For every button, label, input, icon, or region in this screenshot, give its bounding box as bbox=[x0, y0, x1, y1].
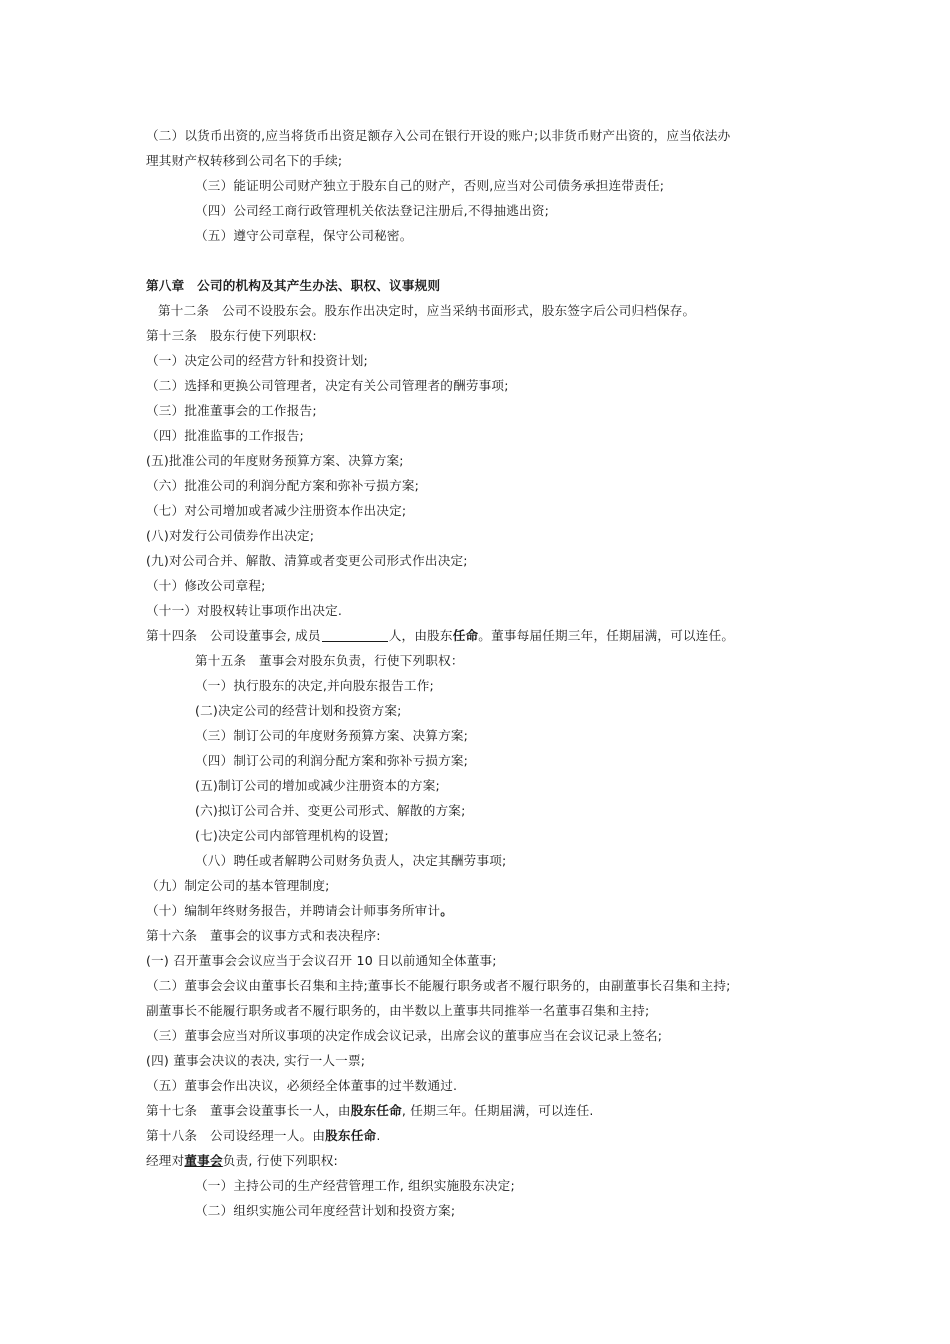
list-item: (七)决定公司内部管理机构的设置; bbox=[195, 828, 389, 843]
article-17-text: , 任期三年。任期届满，可以连任. bbox=[401, 1103, 594, 1118]
article-18-text: . bbox=[376, 1128, 381, 1143]
list-item: （十一）对股权转让事项作出决定. bbox=[146, 603, 343, 618]
list-item: （六）批准公司的利润分配方案和弥补亏损方案; bbox=[146, 478, 420, 493]
list-item: （十）修改公司章程; bbox=[146, 578, 266, 593]
list-item: （八）聘任或者解聘公司财务负责人，决定其酬劳事项; bbox=[195, 853, 507, 868]
text-line: 理其财产权转移到公司名下的手续; bbox=[146, 153, 343, 168]
article-16: 第十六条 董事会的议事方式和表决程序: bbox=[146, 928, 381, 943]
text-line: （四）公司经工商行政管理机关依法登记注册后,不得抽逃出资; bbox=[195, 203, 550, 218]
bold-text: 任命 bbox=[452, 628, 479, 643]
manager-text: 经理对 bbox=[146, 1153, 185, 1168]
article-12: 第十二条 公司不设股东会。股东作出决定时，应当采纳书面形式，股东签字后公司归档保存。 bbox=[158, 303, 696, 318]
article-14-text: 人，由股东 bbox=[388, 628, 453, 643]
list-item: （一）决定公司的经营方针和投资计划; bbox=[146, 353, 368, 368]
list-item: (五)制订公司的增加或减少注册资本的方案; bbox=[195, 778, 440, 793]
blank-line bbox=[322, 627, 388, 642]
manager-duties bbox=[146, 1151, 338, 1171]
chapter-heading: 第八章 公司的机构及其产生办法、职权、议事规则 bbox=[146, 278, 441, 293]
list-item: (二)决定公司的经营计划和投资方案; bbox=[195, 703, 402, 718]
list-item: （三）董事会应当对所议事项的决定作成会议记录，出席会议的董事应当在会议记录上签名; bbox=[146, 1028, 663, 1043]
list-item: (四) 董事会决议的表决, 实行一人一票; bbox=[146, 1053, 366, 1068]
list-item bbox=[146, 901, 453, 921]
list-item: （一）主持公司的生产经营管理工作, 组织实施股东决定; bbox=[195, 1178, 515, 1193]
list-item: （五）董事会作出决议，必须经全体董事的过半数通过. bbox=[146, 1078, 458, 1093]
bold-text: 股东任命 bbox=[325, 1128, 377, 1143]
article-14-text: 第十四条 公司设董事会, 成员 bbox=[146, 628, 321, 643]
article-14 bbox=[146, 626, 734, 646]
list-item: (八)对发行公司债券作出决定; bbox=[146, 528, 315, 543]
list-item: (九)对公司合并、解散、清算或者变更公司形式作出决定; bbox=[146, 553, 468, 568]
list-item: （四）制订公司的利润分配方案和弥补亏损方案; bbox=[195, 753, 469, 768]
list-item: （一）执行股东的决定,并向股东报告工作; bbox=[195, 678, 434, 693]
bold-text: 股东任命 bbox=[350, 1103, 402, 1118]
article-17 bbox=[146, 1101, 594, 1121]
list-item: （二）组织实施公司年度经营计划和投资方案; bbox=[195, 1203, 456, 1218]
list-item: （七）对公司增加或者减少注册资本作出决定; bbox=[146, 503, 407, 518]
bold-underlined-text: 董事会 bbox=[184, 1153, 223, 1168]
list-item: （二）董事会会议由董事长召集和主持;董事长不能履行职务或者不履行职务的，由副董事长召集和主持; bbox=[146, 978, 731, 993]
list-item: (五)批准公司的年度财务预算方案、决算方案; bbox=[146, 453, 404, 468]
list-item: （三）批准董事会的工作报告; bbox=[146, 403, 317, 418]
bold-text: 。 bbox=[440, 903, 454, 918]
list-item: （二）选择和更换公司管理者，决定有关公司管理者的酬劳事项; bbox=[146, 378, 509, 393]
article-17-text: 第十七条 董事会设董事长一人，由 bbox=[146, 1103, 351, 1118]
article-18-text: 第十八条 公司设经理一人。由 bbox=[146, 1128, 326, 1143]
article-15: 第十五条 董事会对股东负责，行使下列职权： bbox=[195, 653, 464, 668]
list-item: (一) 召开董事会会议应当于会议召开 10 日以前通知全体董事; bbox=[146, 953, 497, 968]
text-line: （五）遵守公司章程，保守公司秘密。 bbox=[195, 228, 413, 243]
list-item: (六)拟订公司合并、变更公司形式、解散的方案; bbox=[195, 803, 466, 818]
article-18 bbox=[146, 1126, 381, 1146]
text-line: （二）以货币出资的,应当将货币出资足额存入公司在银行开设的账户;以非货币财产出资的，应当依法办 bbox=[146, 128, 731, 143]
list-item: （三）制订公司的年度财务预算方案、决算方案; bbox=[195, 728, 469, 743]
text-line: 副董事长不能履行职务或者不履行职务的，由半数以上董事共同推举一名董事召集和主持; bbox=[146, 1003, 650, 1018]
list-item: （四）批准监事的工作报告; bbox=[146, 428, 304, 443]
list-item-text: （十）编制年终财务报告，并聘请会计师事务所审计 bbox=[146, 903, 441, 918]
list-item: （九）制定公司的基本管理制度; bbox=[146, 878, 330, 893]
article-13: 第十三条 股东行使下列职权: bbox=[146, 328, 317, 343]
article-14-text: 。董事每届任期三年，任期届满，可以连任。 bbox=[478, 628, 735, 643]
manager-text: 负责, 行使下列职权: bbox=[222, 1153, 338, 1168]
text-line: （三）能证明公司财产独立于股东自己的财产，否则,应当对公司债务承担连带责任; bbox=[195, 178, 665, 193]
